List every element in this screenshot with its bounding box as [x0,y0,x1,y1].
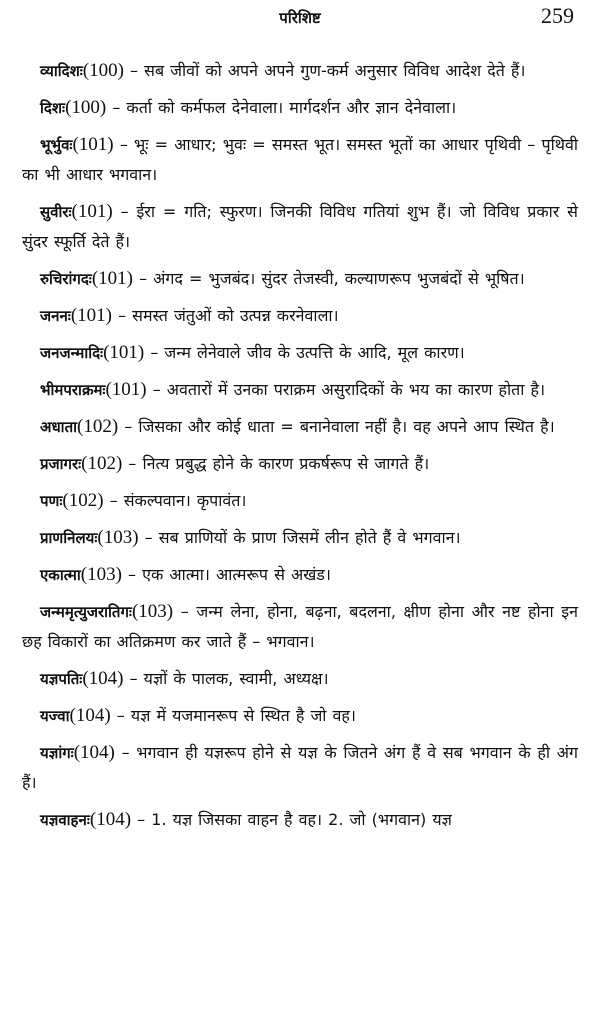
entry-definition: – जिसका और कोई धाता = बनानेवाला नहीं है। वह अपने आप स्थित है। [124,417,555,436]
entry-definition: – समस्त जंतुओं को उत्पन्न करनेवाला। [118,306,339,325]
entry-term: दिशः [40,99,66,117]
entry-definition: – जन्म लेना, होना, बढ़ना, बदलना, क्षीण होना और नष्ट होना इन छह विकारों का अतिक्रमण कर जाते हैं – भगवान। [22,602,578,651]
entry-reference: (103) [97,527,139,548]
entry-definition: – भूः = आधार; भुवः = समस्त भूत। समस्त भूतों का आधार पृथिवी – पृथिवी का भी आधार भगवान। [22,135,578,184]
entry-definition: – यज्ञों के पालक, स्वामी, अध्यक्ष। [129,669,329,688]
glossary-entry [22,56,578,86]
entry-term: यज्ञपतिः [40,670,83,688]
glossary-entry [22,805,578,835]
glossary-entry [22,523,578,553]
entry-term: जनजन्मादिः [40,344,104,362]
entry-reference: (104) [73,742,115,763]
glossary-entry [22,560,578,590]
entry-definition: – सब जीवों को अपने अपने गुण-कर्म अनुसार विविध आदेश देते हैं। [130,61,526,80]
entry-definition: – संकल्पवान। कृपावंत। [109,491,247,510]
entry-term: एकात्मा [40,566,81,584]
entry-definition: – अवतारों में उनका पराक्रम असुरादिकों के भय का कारण होता है। [152,380,546,399]
entry-definition: – नित्य प्रबुद्ध होने के कारण प्रकर्षरूप से जागते हैं। [128,454,430,473]
entry-term: सुवीरः [40,203,72,221]
entry-reference: (101) [71,201,113,222]
entry-definition: – एक आत्मा। आत्मरूप से अखंड। [128,565,331,584]
glossary-entry [22,375,578,405]
glossary-entry [22,738,578,798]
entry-definition: – जन्म लेनेवाले जीव के उत्पत्ति के आदि, मूल कारण। [150,343,465,362]
glossary-entry [22,449,578,479]
entry-reference: (104) [69,705,111,726]
entry-definition: – भगवान ही यज्ञरूप होने से यज्ञ के जितने अंग हैं वे सब भगवान के ही अंग हैं। [22,743,578,792]
entry-reference: (104) [89,809,132,830]
entry-definition: – कर्ता को कर्मफल देनेवाला। मार्गदर्शन और ज्ञान देनेवाला। [112,98,457,117]
entry-reference: (100) [65,97,107,118]
glossary-entry [22,701,578,731]
entry-definition: – यज्ञ में यजमानरूप से स्थित है जो वह। [116,706,356,725]
entry-reference: (103) [131,601,174,622]
glossary-entry [22,264,578,294]
entry-term: यज्ञवाहनः [40,811,90,829]
entry-term: व्यादिशः [40,62,83,80]
entry-definition: – अंगद = भुजबंद। सुंदर तेजस्वी, कल्याणरूप भुजबंदों से भूषित। [139,269,525,288]
entry-term: यज्ञांगः [40,744,74,762]
glossary-entries [22,56,578,842]
entry-definition: – सब प्राणियों के प्राण जिसमें लीन होते हैं वे भगवान। [144,528,461,547]
glossary-entry [22,664,578,694]
entry-reference: (102) [81,453,123,474]
entry-reference: (102) [77,416,119,437]
running-title: परिशिष्ट [279,9,321,27]
glossary-entry [22,597,578,657]
glossary-entry [22,486,578,516]
entry-reference: (100) [82,60,124,81]
entry-definition: – ईरा = गति; स्फुरण। जिनकी विविध गतियां शुभ हैं। जो विविध प्रकार से सुंदर स्फूर्ति देते हैं। [22,202,578,251]
page-header [22,0,578,40]
entry-term: प्रजागरः [40,455,82,473]
entry-term: जननः [40,307,71,325]
entry-reference: (104) [82,668,124,689]
page-number: 259 [541,3,574,28]
entry-term: यज्वा [40,707,70,725]
entry-term: प्राणनिलयः [40,529,98,547]
entry-term: भीमपराक्रमः [40,381,106,399]
entry-reference: (101) [70,305,112,326]
glossary-entry [22,412,578,442]
entry-reference: (101) [91,268,133,289]
entry-definition: – 1. यज्ञ जिसका वाहन है वह। 2. जो (भगवान) यज्ञ [137,810,452,829]
entry-term: रुचिरांगदः [40,270,92,288]
entry-term: भूर्भुवः [40,136,73,154]
glossary-entry [22,130,578,190]
entry-term: पणः [40,492,63,510]
entry-reference: (103) [80,564,122,585]
entry-reference: (101) [105,379,147,400]
entry-term: जन्ममृत्युजरातिगः [40,603,132,621]
entry-reference: (101) [72,134,114,155]
entry-term: अधाता [40,418,78,436]
entry-reference: (101) [103,342,145,363]
glossary-entry [22,197,578,257]
glossary-entry [22,301,578,331]
entry-reference: (102) [62,490,104,511]
glossary-entry [22,338,578,368]
glossary-entry [22,93,578,123]
